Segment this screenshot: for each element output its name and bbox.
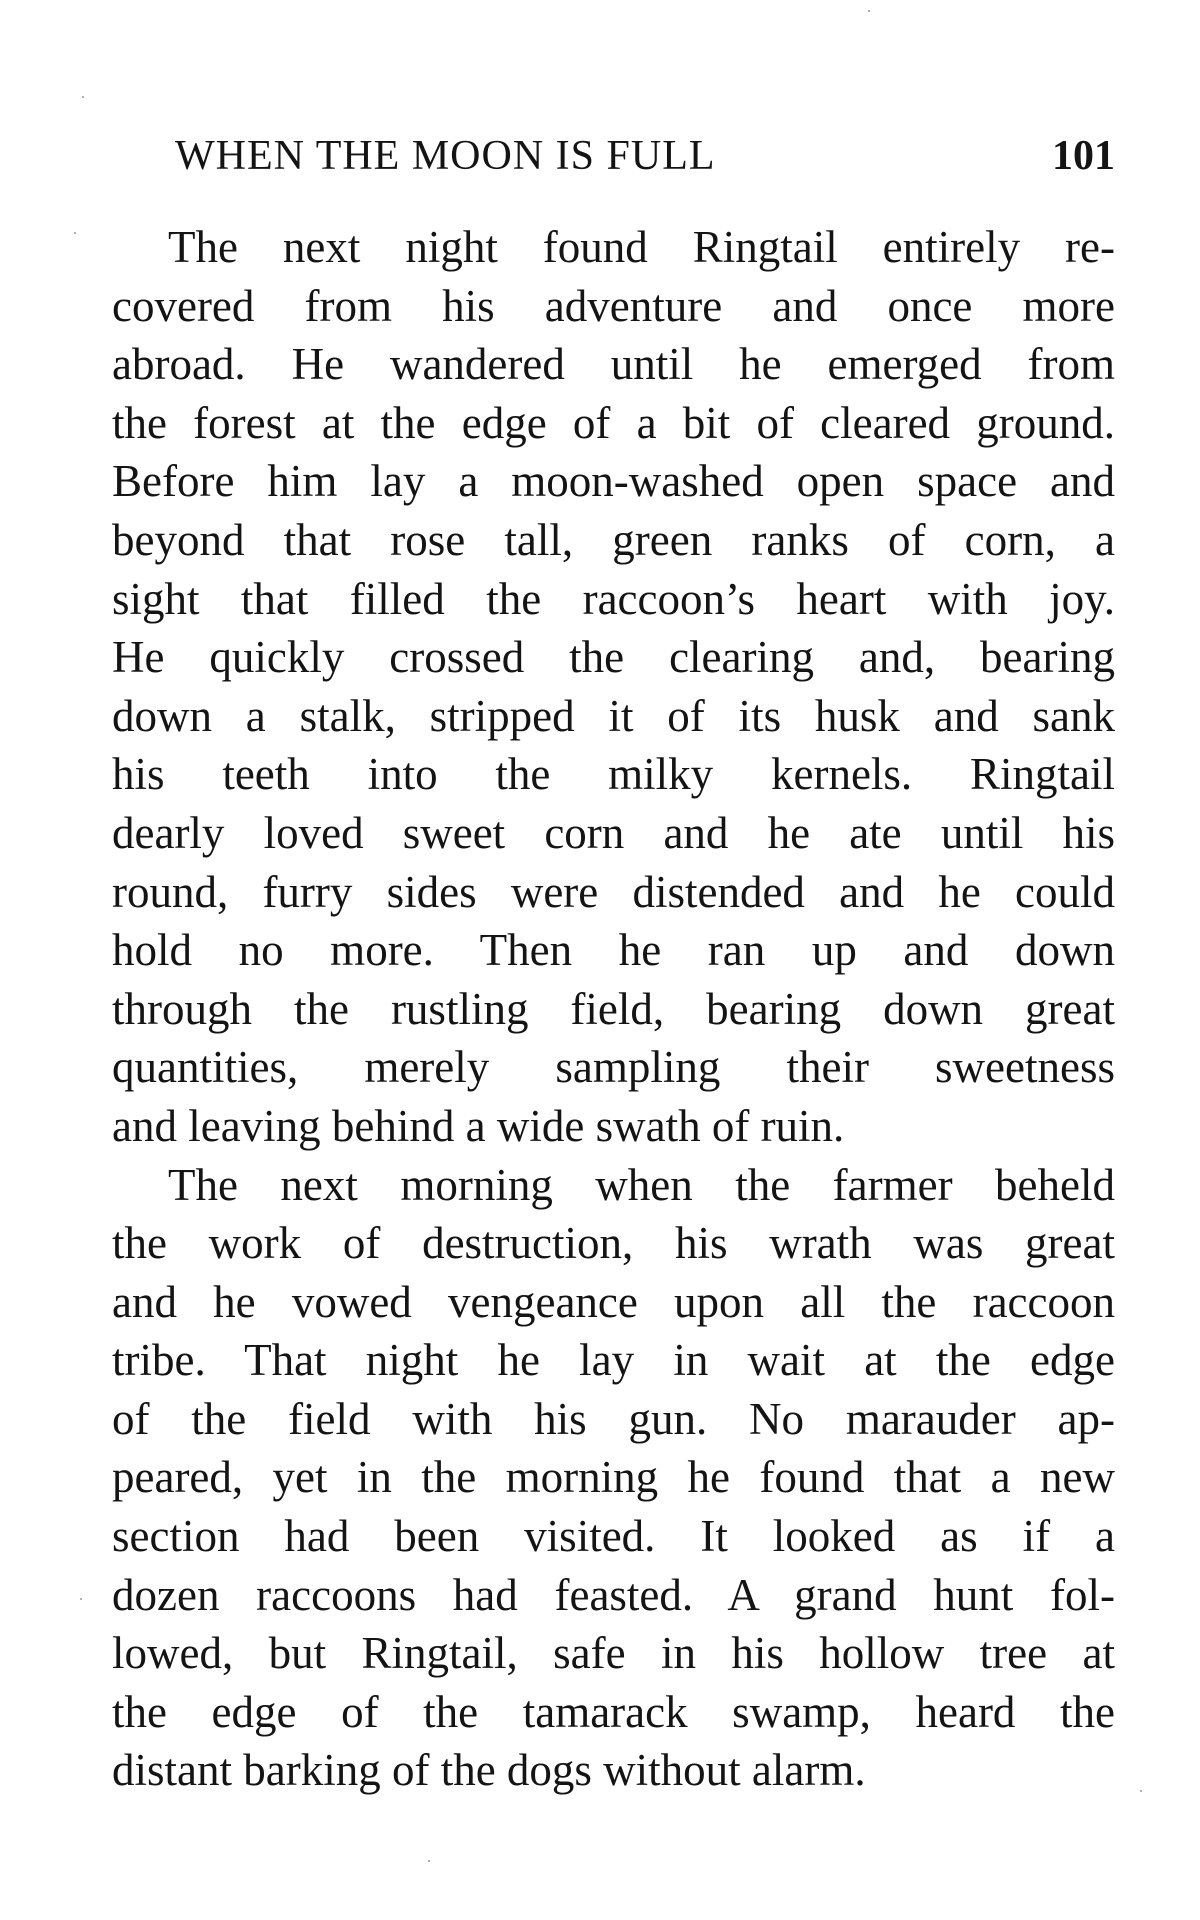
paragraph-1 — [112, 218, 1115, 1156]
text-line: Before him lay a moon-washed open space and — [112, 456, 1115, 507]
text-line: and he vowed vengeance upon all the raccoon — [112, 1276, 1115, 1327]
text-line: the edge of the tamarack swamp, heard the — [112, 1686, 1115, 1737]
text-line: quantities, merely sampling their sweetness — [112, 1042, 1115, 1093]
text-line: the forest at the edge of a bit of cleared ground. — [112, 397, 1115, 448]
paper-speck — [1140, 1790, 1142, 1792]
text-line: his teeth into the milky kernels. Ringtail — [112, 749, 1115, 800]
text-line: The next night found Ringtail entirely re- — [168, 222, 1115, 272]
paper-speck — [82, 96, 84, 98]
text-line: round, furry sides were distended and he could — [112, 866, 1115, 917]
text-line: down a stalk, stripped it of its husk and sank — [112, 690, 1115, 741]
text-line: sight that filled the raccoon’s heart with joy. — [112, 573, 1115, 624]
paper-speck — [428, 1860, 430, 1862]
text-line: and leaving behind a wide swath of ruin. — [112, 1100, 845, 1151]
paragraph-2 — [112, 1156, 1115, 1801]
text-line: The next morning when the farmer beheld — [168, 1159, 1115, 1210]
running-head — [175, 132, 1115, 192]
paper-speck — [80, 1598, 82, 1600]
text-line: dearly loved sweet corn and he ate until his — [112, 807, 1115, 858]
text-line: beyond that rose tall, green ranks of corn, a — [112, 514, 1115, 565]
body-text — [112, 218, 1115, 1800]
text-line: tribe. That night he lay in wait at the edge — [112, 1335, 1115, 1386]
text-line: hold no more. Then he ran up and down — [112, 925, 1115, 976]
text-line: through the rustling field, bearing down great — [112, 983, 1115, 1034]
text-line: section had been visited. It looked as if a — [112, 1511, 1115, 1562]
text-line: dozen raccoons had feasted. A grand hunt fol- — [112, 1569, 1115, 1620]
running-title: WHEN THE MOON IS FULL — [175, 133, 716, 179]
text-line: distant barking of the dogs without alarm. — [112, 1745, 866, 1796]
paper-speck — [74, 232, 76, 234]
text-line: covered from his adventure and once more — [112, 280, 1115, 331]
text-line: of the field with his gun. No marauder ap- — [112, 1393, 1115, 1444]
text-line: abroad. He wandered until he emerged from — [112, 339, 1115, 390]
paper-speck — [868, 10, 870, 12]
text-line: peared, yet in the morning he found that a new — [112, 1452, 1115, 1503]
text-line: lowed, but Ringtail, safe in his hollow tree at — [112, 1628, 1115, 1679]
text-line: He quickly crossed the clearing and, bearing — [112, 632, 1115, 683]
text-line: the work of destruction, his wrath was great — [112, 1218, 1115, 1269]
page-number: 101 — [1052, 133, 1115, 179]
